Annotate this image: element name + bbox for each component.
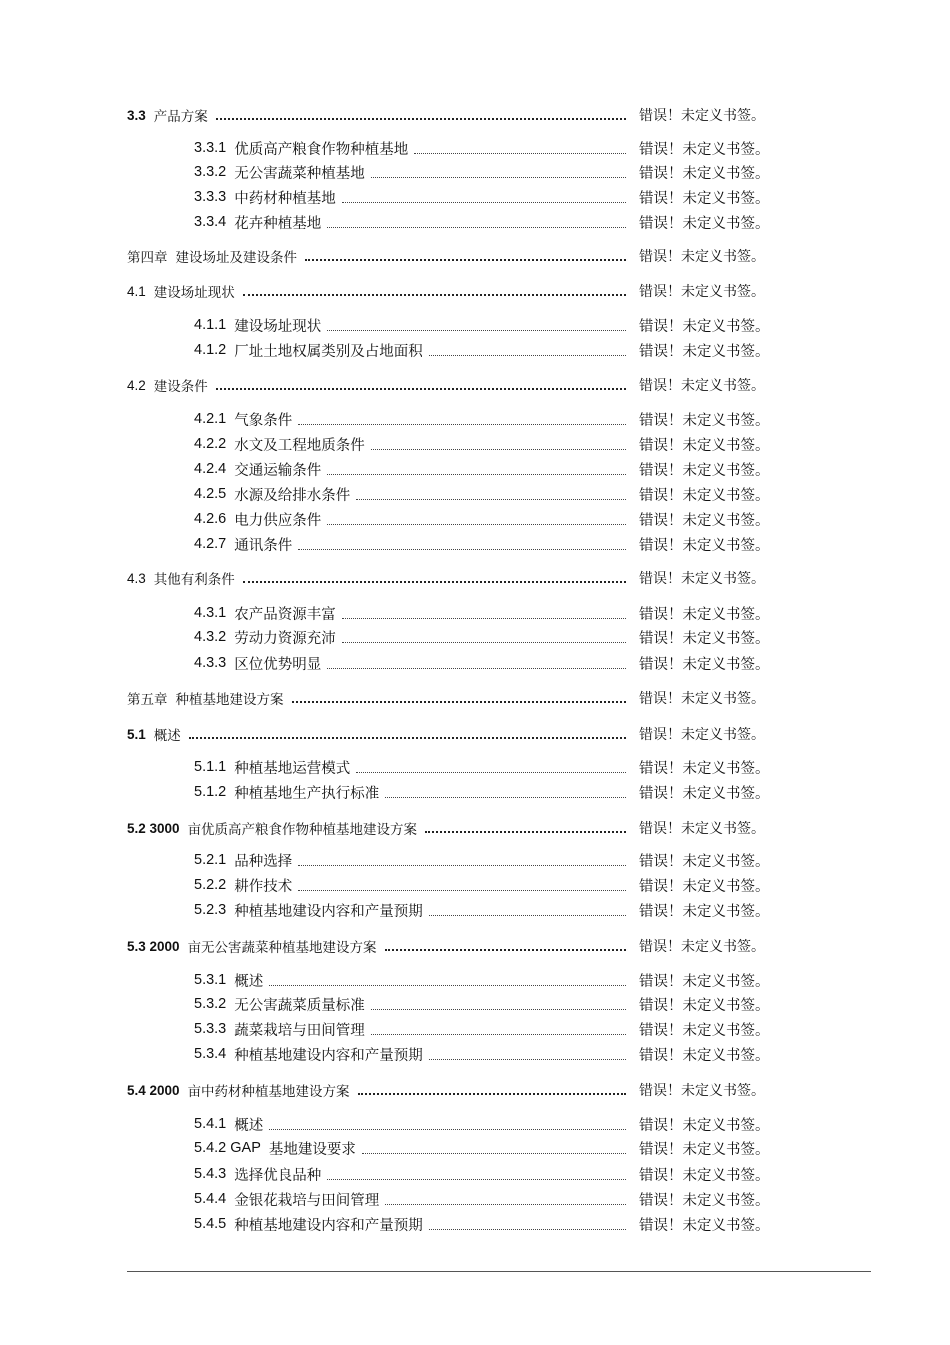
toc-entry-page-ref: 错误！未定义书签。 bbox=[639, 821, 765, 837]
toc-entry-number: 5.2.1 bbox=[194, 852, 227, 868]
toc-entry-title: 种植基地建设方案 bbox=[175, 692, 284, 708]
toc-entry-number: 5.1 bbox=[127, 726, 146, 742]
toc-entry-page-ref: 错误！未定义书签。 bbox=[639, 997, 770, 1014]
toc-entry-title: 种植基地建设内容和产量预期 bbox=[234, 1047, 423, 1064]
toc-leader-dots bbox=[327, 668, 626, 669]
toc-entry-number: 4.1.2 bbox=[194, 342, 227, 358]
toc-entry[interactable] bbox=[194, 970, 770, 990]
toc-entry-number: 3.3.3 bbox=[194, 189, 227, 205]
toc-entry-page-ref: 错误！未定义书签。 bbox=[639, 1141, 770, 1158]
toc-entry-title: 种植基地建设内容和产量预期 bbox=[234, 1217, 423, 1234]
toc-entry[interactable] bbox=[194, 534, 770, 554]
toc-entry-page-ref: 错误！未定义书签。 bbox=[639, 343, 770, 360]
toc-entry-page-ref: 错误！未定义书签。 bbox=[639, 108, 765, 124]
toc-entry-title: 优质高产粮食作物种植基地 bbox=[234, 141, 409, 158]
toc-entry[interactable] bbox=[194, 653, 770, 673]
toc-entry-page-ref: 错误！未定义书签。 bbox=[639, 1047, 770, 1064]
toc-entry[interactable] bbox=[194, 603, 770, 623]
toc-entry-page-ref: 错误！未定义书签。 bbox=[639, 165, 770, 182]
toc-entry-number: 4.2.4 bbox=[194, 461, 227, 477]
toc-entry-number: 第四章 bbox=[127, 250, 168, 265]
toc-entry[interactable] bbox=[194, 757, 770, 777]
toc-leader-dots bbox=[269, 985, 626, 986]
toc-entry-title: 农产品资源丰富 bbox=[234, 606, 336, 623]
toc-leader-dots bbox=[385, 1204, 626, 1205]
toc-entry-title: 概述 bbox=[234, 973, 264, 990]
toc-entry-title: 建设场址现状 bbox=[234, 318, 322, 335]
toc-entry[interactable] bbox=[194, 1044, 770, 1064]
toc-entry-number: 4.3 bbox=[127, 570, 146, 586]
toc-entry-number: 4.3.1 bbox=[194, 605, 227, 621]
toc-entry-number: 3.3.2 bbox=[194, 164, 227, 180]
toc-leader-dots bbox=[327, 524, 626, 525]
toc-entry-title: 种植基地建设内容和产量预期 bbox=[234, 903, 423, 920]
toc-entry-number: 5.3 2000 bbox=[127, 938, 180, 954]
toc-entry-page-ref: 错误！未定义书签。 bbox=[639, 249, 765, 265]
toc-entry-title: 亩优质高产粮食作物种植基地建设方案 bbox=[187, 822, 418, 838]
toc-leader-dots bbox=[371, 449, 626, 450]
toc-entry-title: 选择优良品种 bbox=[234, 1167, 322, 1184]
toc-entry-page-ref: 错误！未定义书签。 bbox=[639, 190, 770, 207]
toc-entry-page-ref: 错误！未定义书签。 bbox=[639, 437, 770, 454]
toc-leader-dots bbox=[305, 259, 626, 261]
toc-entry[interactable] bbox=[194, 1214, 770, 1234]
toc-entry-title: 概述 bbox=[234, 1117, 264, 1134]
toc-entry-page-ref: 错误！未定义书签。 bbox=[639, 1217, 770, 1234]
toc-entry-number: 5.1.2 bbox=[194, 784, 227, 800]
toc-entry-number: 5.2.2 bbox=[194, 877, 227, 893]
toc-entry-title: 水源及给排水条件 bbox=[234, 487, 351, 504]
toc-leader-dots bbox=[429, 1059, 626, 1060]
toc-entry-number: 5.4.3 bbox=[194, 1166, 227, 1182]
toc-entry[interactable] bbox=[194, 900, 770, 920]
toc-entry[interactable] bbox=[194, 875, 770, 895]
toc-leader-dots bbox=[327, 1179, 626, 1180]
toc-entry-page-ref: 错误！未定义书签。 bbox=[639, 512, 770, 529]
toc-entry-number: 5.4.4 bbox=[194, 1191, 227, 1207]
toc-entry-page-ref: 错误！未定义书签。 bbox=[639, 215, 770, 232]
toc-entry-page-ref: 错误！未定义书签。 bbox=[639, 903, 770, 920]
toc-entry-title: 其他有利条件 bbox=[153, 572, 235, 588]
toc-entry[interactable] bbox=[194, 1138, 770, 1158]
toc-entry-page-ref: 错误！未定义书签。 bbox=[639, 939, 765, 955]
toc-entry[interactable] bbox=[127, 936, 765, 956]
toc-leader-dots bbox=[342, 642, 626, 643]
toc-entry-title: 亩中药材种植基地建设方案 bbox=[187, 1084, 350, 1100]
toc-leader-dots bbox=[298, 424, 626, 425]
toc-leader-dots bbox=[298, 890, 626, 891]
toc-entry-number: 4.3.3 bbox=[194, 655, 227, 671]
toc-entry[interactable] bbox=[194, 162, 770, 182]
toc-entry[interactable] bbox=[194, 1019, 770, 1039]
toc-entry-title: 金银花栽培与田间管理 bbox=[234, 1192, 380, 1209]
toc-entry[interactable] bbox=[127, 688, 765, 708]
toc-entry-page-ref: 错误！未定义书签。 bbox=[639, 630, 770, 647]
toc-entry[interactable] bbox=[127, 246, 765, 266]
toc-entry-page-ref: 错误！未定义书签。 bbox=[639, 318, 770, 335]
toc-leader-dots bbox=[327, 227, 626, 228]
toc-entry-number: 3.3.4 bbox=[194, 214, 227, 230]
toc-entry-title: 中药材种植基地 bbox=[234, 190, 336, 207]
toc-entry-number: 5.3.2 bbox=[194, 996, 227, 1012]
toc-leader-dots bbox=[371, 1034, 626, 1035]
toc-entry-page-ref: 错误！未定义书签。 bbox=[639, 691, 765, 707]
toc-entry-number: 5.1.1 bbox=[194, 759, 227, 775]
toc-entry-title: 基地建设要求 bbox=[268, 1141, 356, 1158]
toc-entry-number: 4.2.7 bbox=[194, 536, 227, 552]
toc-entry[interactable] bbox=[194, 1164, 770, 1184]
toc-entry[interactable] bbox=[194, 409, 770, 429]
toc-leader-dots bbox=[356, 499, 626, 500]
toc-leader-dots bbox=[216, 118, 626, 120]
toc-entry-page-ref: 错误！未定义书签。 bbox=[639, 878, 770, 895]
toc-entry-number: 5.3.4 bbox=[194, 1046, 227, 1062]
toc-leader-dots bbox=[385, 797, 626, 798]
toc-entry-page-ref: 错误！未定义书签。 bbox=[639, 462, 770, 479]
toc-entry-title: 种植基地运营模式 bbox=[234, 760, 351, 777]
toc-entry-page-ref: 错误！未定义书签。 bbox=[639, 656, 770, 673]
toc-entry[interactable] bbox=[194, 994, 770, 1014]
toc-entry[interactable] bbox=[127, 375, 765, 395]
toc-entry-page-ref: 错误！未定义书签。 bbox=[639, 973, 770, 990]
toc-entry-title: 劳动力资源充沛 bbox=[234, 630, 336, 647]
toc-entry-page-ref: 错误！未定义书签。 bbox=[639, 1167, 770, 1184]
toc-entry-number: 4.2.6 bbox=[194, 511, 227, 527]
toc-entry[interactable] bbox=[194, 138, 770, 158]
toc-entry-title: 概述 bbox=[153, 728, 181, 744]
toc-leader-dots bbox=[358, 1093, 626, 1095]
toc-entry-number: 5.3.3 bbox=[194, 1021, 227, 1037]
toc-entry-title: 建设场址现状 bbox=[153, 285, 235, 301]
toc-entry-page-ref: 错误！未定义书签。 bbox=[639, 606, 770, 623]
toc-leader-dots bbox=[243, 294, 626, 296]
toc-entry[interactable] bbox=[194, 484, 770, 504]
toc-entry-page-ref: 错误！未定义书签。 bbox=[639, 141, 770, 158]
toc-entry-page-ref: 错误！未定义书签。 bbox=[639, 537, 770, 554]
toc-entry[interactable] bbox=[194, 315, 770, 335]
toc-leader-dots bbox=[414, 153, 626, 154]
toc-leader-dots bbox=[425, 831, 626, 833]
toc-entry-page-ref: 错误！未定义书签。 bbox=[639, 785, 770, 802]
toc-entry-number: 5.2.3 bbox=[194, 902, 227, 918]
toc-entry-page-ref: 错误！未定义书签。 bbox=[639, 284, 765, 300]
toc-entry-title: 通讯条件 bbox=[234, 537, 293, 554]
toc-leader-dots bbox=[298, 865, 626, 866]
toc-entry-number: 5.4.2 GAP bbox=[194, 1140, 261, 1156]
toc-entry[interactable] bbox=[127, 1080, 765, 1100]
toc-entry-number: 5.3.1 bbox=[194, 972, 227, 988]
toc-entry-title: 交通运输条件 bbox=[234, 462, 322, 479]
toc-leader-dots bbox=[216, 388, 626, 390]
toc-leader-dots bbox=[356, 772, 626, 773]
toc-entry-number: 3.3 bbox=[127, 107, 146, 123]
toc-entry-number: 5.4.1 bbox=[194, 1116, 227, 1132]
toc-entry-title: 水文及工程地质条件 bbox=[234, 437, 365, 454]
toc-entry[interactable] bbox=[127, 724, 765, 744]
toc-entry-title: 无公害蔬菜质量标准 bbox=[234, 997, 365, 1014]
toc-entry-page-ref: 错误！未定义书签。 bbox=[639, 1022, 770, 1039]
toc-leader-dots bbox=[298, 549, 626, 550]
toc-leader-dots bbox=[429, 355, 626, 356]
toc-entry[interactable] bbox=[194, 509, 770, 529]
toc-entry-title: 蔬菜栽培与田间管理 bbox=[234, 1022, 365, 1039]
toc-entry-number: 5.4.5 bbox=[194, 1216, 227, 1232]
toc-entry-page-ref: 错误！未定义书签。 bbox=[639, 760, 770, 777]
toc-entry-page-ref: 错误！未定义书签。 bbox=[639, 1083, 765, 1099]
toc-entry[interactable] bbox=[194, 459, 770, 479]
toc-entry[interactable] bbox=[194, 434, 770, 454]
toc-entry-page-ref: 错误！未定义书签。 bbox=[639, 1117, 770, 1134]
toc-entry-title: 建设场址及建设条件 bbox=[175, 250, 297, 266]
footer-divider bbox=[127, 1271, 871, 1272]
toc-leader-dots bbox=[327, 474, 626, 475]
toc-entry-page-ref: 错误！未定义书签。 bbox=[639, 487, 770, 504]
toc-leader-dots bbox=[342, 202, 626, 203]
toc-leader-dots bbox=[362, 1153, 626, 1154]
toc-entry-title: 气象条件 bbox=[234, 412, 293, 429]
toc-leader-dots bbox=[269, 1129, 626, 1130]
toc-entry-number: 5.4 2000 bbox=[127, 1082, 180, 1098]
toc-entry[interactable] bbox=[194, 187, 770, 207]
toc-leader-dots bbox=[327, 330, 626, 331]
toc-entry-title: 耕作技术 bbox=[234, 878, 293, 895]
toc-entry[interactable] bbox=[127, 568, 765, 588]
toc-entry-number: 4.2.2 bbox=[194, 436, 227, 452]
toc-entry-title: 无公害蔬菜种植基地 bbox=[234, 165, 365, 182]
toc-entry[interactable] bbox=[127, 818, 765, 838]
toc-entry-title: 电力供应条件 bbox=[234, 512, 322, 529]
toc-entry-title: 厂址土地权属类别及占地面积 bbox=[234, 343, 423, 360]
toc-entry-number: 4.1.1 bbox=[194, 317, 227, 333]
toc-leader-dots bbox=[371, 177, 626, 178]
toc-entry[interactable] bbox=[127, 105, 765, 125]
toc-entry-number: 3.3.1 bbox=[194, 140, 227, 156]
toc-entry[interactable] bbox=[194, 782, 770, 802]
toc-entry-title: 亩无公害蔬菜种植基地建设方案 bbox=[187, 940, 377, 956]
toc-leader-dots bbox=[189, 737, 626, 739]
toc-entry-number: 第五章 bbox=[127, 692, 168, 707]
toc-leader-dots bbox=[429, 1229, 626, 1230]
toc-entry-title: 品种选择 bbox=[234, 853, 293, 870]
toc-leader-dots bbox=[292, 701, 627, 703]
toc-leader-dots bbox=[429, 915, 626, 916]
toc-entry[interactable] bbox=[194, 212, 770, 232]
toc-entry-number: 4.2.1 bbox=[194, 411, 227, 427]
toc-entry-page-ref: 错误！未定义书签。 bbox=[639, 727, 765, 743]
toc-entry-title: 花卉种植基地 bbox=[234, 215, 322, 232]
toc-entry[interactable] bbox=[194, 340, 770, 360]
toc-entry-page-ref: 错误！未定义书签。 bbox=[639, 412, 770, 429]
toc-entry-number: 4.1 bbox=[127, 283, 146, 299]
toc-entry-number: 5.2 3000 bbox=[127, 820, 180, 836]
toc-entry-number: 4.3.2 bbox=[194, 629, 227, 645]
toc-entry-title: 建设条件 bbox=[153, 379, 208, 395]
toc-entry[interactable] bbox=[194, 627, 770, 647]
toc-entry-title: 区位优势明显 bbox=[234, 656, 322, 673]
toc-entry-title: 种植基地生产执行标准 bbox=[234, 785, 380, 802]
toc-entry-number: 4.2 bbox=[127, 377, 146, 393]
toc-entry[interactable] bbox=[194, 1189, 770, 1209]
toc-entry-number: 4.2.5 bbox=[194, 486, 227, 502]
toc-entry[interactable] bbox=[194, 1114, 770, 1134]
toc-leader-dots bbox=[385, 949, 626, 951]
toc-leader-dots bbox=[342, 618, 626, 619]
toc-entry-page-ref: 错误！未定义书签。 bbox=[639, 571, 765, 587]
toc-leader-dots bbox=[371, 1009, 626, 1010]
toc-entry-page-ref: 错误！未定义书签。 bbox=[639, 853, 770, 870]
toc-entry[interactable] bbox=[127, 281, 765, 301]
toc-entry-page-ref: 错误！未定义书签。 bbox=[639, 1192, 770, 1209]
toc-entry[interactable] bbox=[194, 850, 770, 870]
toc-entry-page-ref: 错误！未定义书签。 bbox=[639, 378, 765, 394]
toc-leader-dots bbox=[243, 581, 626, 583]
toc-entry-title: 产品方案 bbox=[153, 109, 208, 125]
